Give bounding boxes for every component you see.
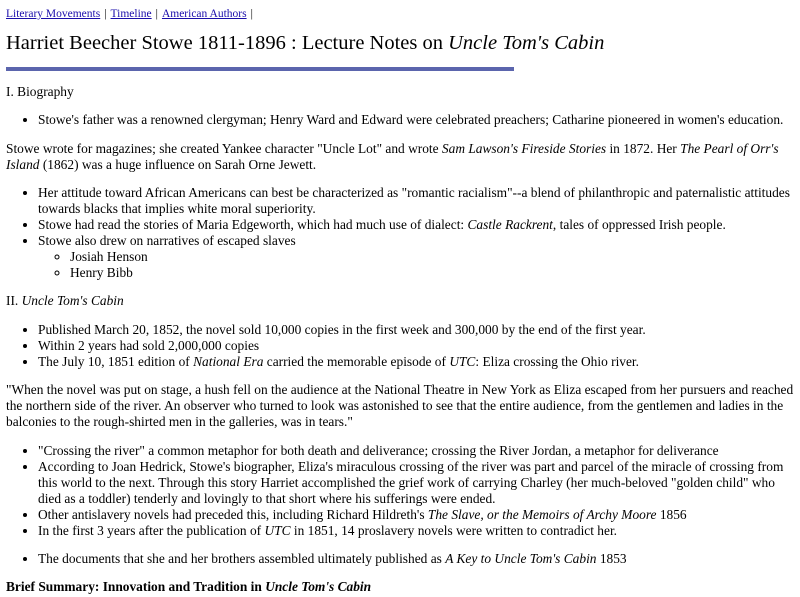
page-title-main: Harriet Beecher Stowe 1811-1896 : Lecture Notes on <box>6 32 449 54</box>
italic-title: Uncle Tom's Cabin <box>265 579 372 594</box>
italic-title: Sam Lawson's Fireside Stories <box>441 141 607 156</box>
nav-separator: | <box>104 8 107 20</box>
utc-list-1 <box>6 322 798 370</box>
list-item <box>38 551 798 567</box>
italic-title: Castle Rackrent <box>467 217 553 232</box>
list-item: • Published March 20, 1852, the novel sold 10,000 copies in the first week and 300,000 by the end of the first year. <box>38 322 798 338</box>
list-item: • "Crossing the river" a common metaphor for both death and deliverance; crossing the River Jordan, a metaphor for deliverance <box>38 443 798 459</box>
sub-list-item: ◦ Henry Bibb <box>70 265 798 281</box>
text-span: 1856 <box>656 507 687 522</box>
stage-quote-paragraph: "When the novel was put on stage, a hush fell on the audience at the National Theatre in New York as Eliza escaped from her pursuers and reached the northern side of the river. An observer who turned to look was astonished to see that the entire audience, from the gentlemen and ladies in the balconies to the rough-shirted men in the galleries, was in tears." <box>6 382 794 429</box>
text-span: The documents that she and her brothers assembled ultimately published as <box>38 551 446 566</box>
italic-title: The Pearl of Orr's Island <box>6 141 779 172</box>
text-span: in 1851, 14 proslavery novels were written to contradict her. <box>290 523 618 538</box>
page-title-italic: Uncle Tom's Cabin <box>448 32 605 54</box>
nav-link-literary-movements[interactable]: Literary Movements <box>6 8 101 20</box>
text-span: Other antislavery novels had preceded this, including Richard Hildreth's <box>38 507 428 522</box>
section-heading-biography: I. Biography <box>6 84 74 99</box>
text-span: 1853 <box>596 551 627 566</box>
italic-title: Uncle Tom's Cabin <box>21 293 124 308</box>
page-title <box>6 32 604 54</box>
italic-title: The Slave, or the Memoirs of Archy Moore <box>427 507 657 522</box>
list-item: • According to Joan Hedrick, Stowe's biographer, Eliza's miraculous crossing of the river was part and parcel of the miracle of crossing from this world to the next. Through this story Harriet accomplished the grief work of carrying Charley (her much-beloved "golden child" who died as a toddler) tenderly and lovingly to that short where his sufferings were ended. <box>38 459 798 507</box>
list-item <box>38 217 798 233</box>
text-span: : Eliza crossing the Ohio river. <box>475 354 639 369</box>
text-span: Stowe wrote for magazines; she created Yankee character "Uncle Lot" and wrote <box>6 141 442 156</box>
list-item <box>38 507 798 523</box>
list-item <box>38 354 798 370</box>
text-span: carried the memorable episode of <box>263 354 450 369</box>
list-item <box>38 523 798 539</box>
italic-title: A Key to Uncle Tom's Cabin <box>445 551 597 566</box>
text-span: in 1872. Her <box>606 141 681 156</box>
text-span: Stowe also drew on narratives of escaped slaves <box>38 233 296 248</box>
text-span: II. <box>6 293 22 308</box>
slave-narratives-sublist <box>38 249 798 281</box>
nav-separator: | <box>155 8 158 20</box>
text-span: Brief Summary: Innovation and Tradition in <box>6 579 266 594</box>
section-heading-uncle-toms-cabin <box>6 293 798 309</box>
text-span: , tales of oppressed Irish people. <box>552 217 726 232</box>
biography-paragraph <box>6 141 798 173</box>
text-span: The July 10, 1851 edition of <box>38 354 194 369</box>
nav-separator: | <box>250 8 253 20</box>
utc-list-2 <box>6 443 798 539</box>
text-span: In the first 3 years after the publication of <box>38 523 265 538</box>
italic-title: UTC <box>264 523 291 538</box>
text-span: Stowe had read the stories of Maria Edgeworth, which had much use of dialect: <box>38 217 468 232</box>
nav-link-american-authors[interactable]: American Authors <box>161 8 247 20</box>
list-item: • Stowe's father was a renowned clergyman; Henry Ward and Edward were celebrated preachers; Catharine pioneered in women's education. <box>38 112 798 128</box>
italic-title: UTC <box>449 354 476 369</box>
sub-list-item: ◦ Josiah Henson <box>70 249 798 265</box>
biography-list-2 <box>6 185 798 281</box>
utc-list-3 <box>6 551 798 567</box>
list-item: • Within 2 years had sold 2,000,000 copies <box>38 338 798 354</box>
italic-title: National Era <box>193 354 264 369</box>
text-span: (1862) was a huge influence on Sarah Orne Jewett. <box>39 157 317 172</box>
title-divider-bar <box>6 67 514 71</box>
brief-summary-heading <box>6 579 798 595</box>
top-nav <box>6 7 257 21</box>
list-item: • Her attitude toward African Americans can best be characterized as "romantic racialism"--a blend of philanthropic and paternalistic attitudes towards blacks that implies white moral superiority. <box>38 185 798 217</box>
list-item <box>38 233 798 281</box>
nav-link-timeline[interactable]: Timeline <box>110 8 152 20</box>
biography-list-1 <box>6 112 798 128</box>
